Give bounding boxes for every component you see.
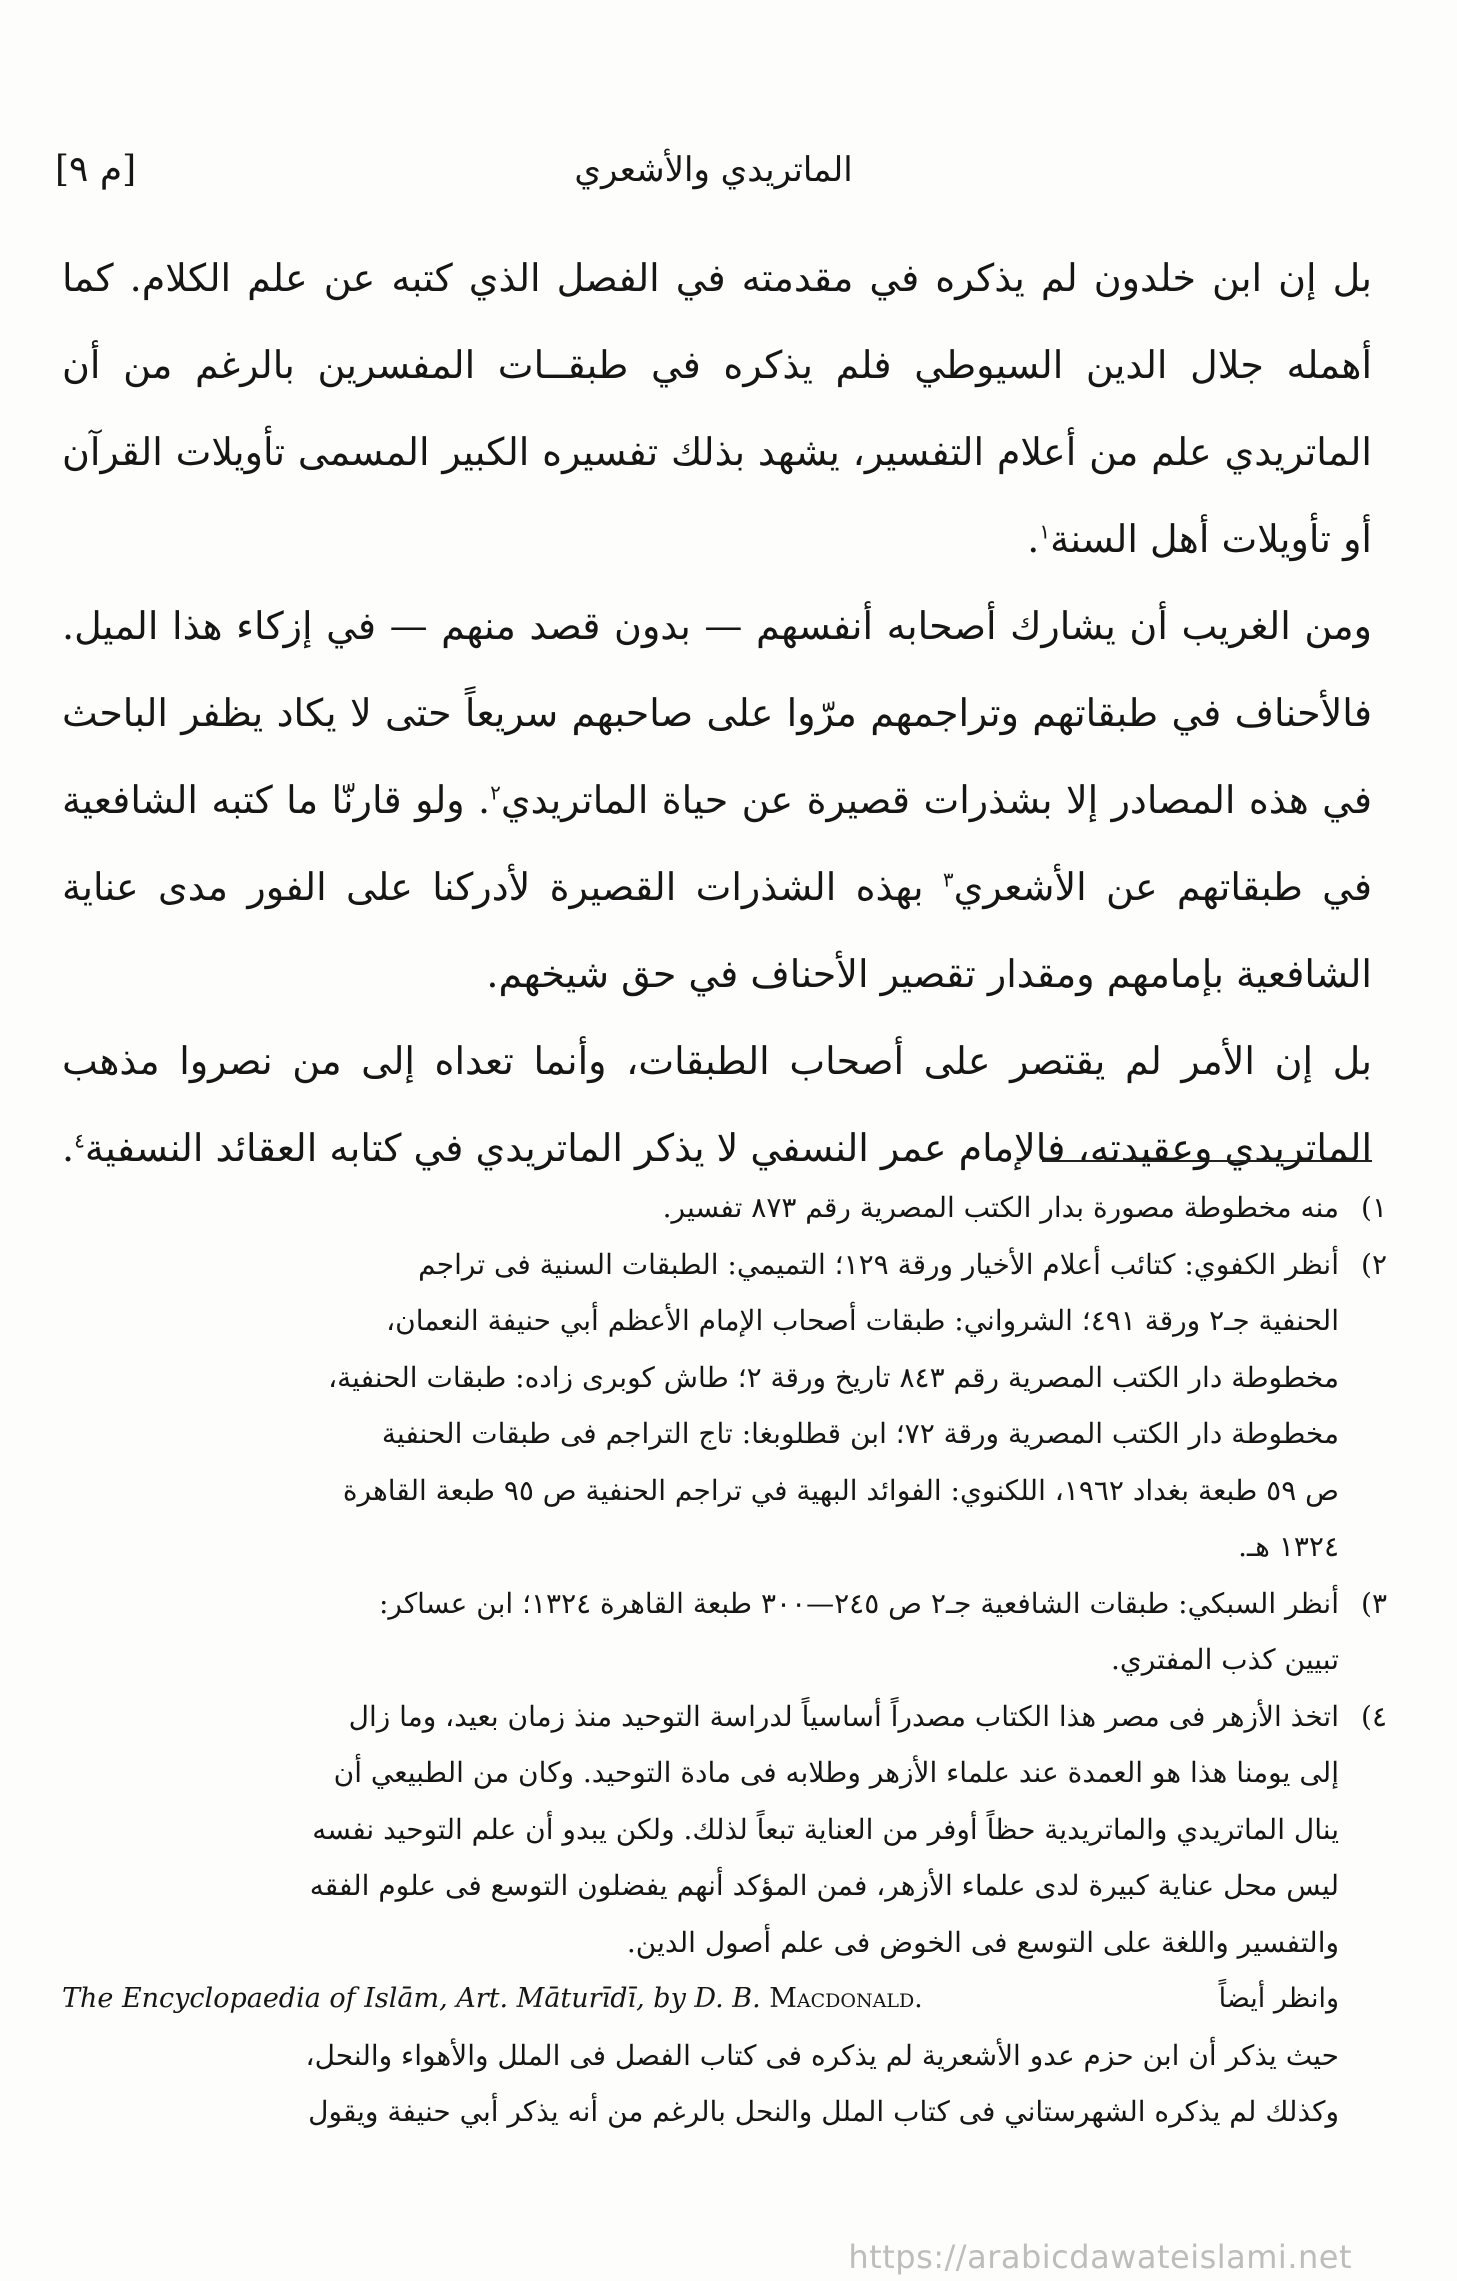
page-header [55, 140, 1372, 200]
paragraph-2-text-a: ومن الغريب أن يشارك أصحابه أنفسهم — بدون قصد منهم — في إزكاء هذا الميل. فالأحناف في طبقاتهم وتراجمهم مرّوا على صاحبهم سريعاً حتى لا يكاد يظفر الباحث في هذه المصادر إلا بشذرات قصيرة عن حياة الماتريدي [62, 604, 1373, 822]
footnote-line: ص ٥٩ طبعة بغداد ١٩٦٢، اللكنوي: الفوائد البهية في تراجم الحنفية ص ٩٥ طبعة القاهرة [342, 1473, 1339, 1507]
footnote-line: إلى يومنا هذا هو العمدة عند علماء الأزهر وطلابه فى مادة التوحيد. وكان من الطبيعي أن [333, 1756, 1339, 1789]
page-marker: [م ٩] [55, 149, 137, 190]
footnote-ref-4: ٤ [74, 1128, 85, 1153]
footnote-text [62, 1576, 1339, 1689]
footnote-line: والتفسير واللغة على التوسع فى الخوض فى علم أصول الدين. [626, 1925, 1339, 1959]
footnote-line: تبيين كذب المفتري. [1110, 1643, 1339, 1676]
footnote-number: ٣) [1361, 1586, 1387, 1620]
footnote-4 [62, 1689, 1387, 2141]
footnote-line: حيث يذكر أن ابن حزم عدو الأشعرية لم يذكره فى كتاب الفصل فى الملل والأهواء والنحل، [305, 2038, 1339, 2072]
footnote-text [62, 1689, 1339, 2141]
paragraph-1-end: . [1027, 517, 1040, 561]
footnote-2 [62, 1237, 1387, 1576]
see-also-label: وانظر أيضاً [1218, 1983, 1339, 2014]
footnote-text [62, 1237, 1339, 1576]
paragraph-2-text-c: بهذه الشذرات القصيرة لأدركنا على الفور مدى عناية الشافعية بإمامهم ومقدار تقصير الأحناف في حق شيخهم. [62, 865, 1372, 996]
watermark-url: https://arabicdawateislami.net [848, 2238, 1352, 2276]
running-title: الماتريدي والأشعري [574, 150, 853, 190]
footnote-text [62, 1180, 1339, 1237]
footnote-1 [62, 1180, 1387, 1237]
footnote-ref-2: ٢ [490, 780, 501, 805]
footnote-number: ١) [1361, 1191, 1387, 1224]
encyclopaedia-citation: The Encyclopaedia of Islām, Art. Māturīdī, by D. B. [62, 1983, 770, 2014]
footnote-line: وكذلك لم يذكره الشهرستاني فى كتاب الملل والنحل بالرغم من أنه يذكر أبي حنيفة ويقول [308, 2095, 1339, 2128]
footnotes [62, 1180, 1387, 2141]
footnote-line: مخطوطة دار الكتب المصرية رقم ٨٤٣ تاريخ ورقة ٢؛ طاش كوبرى زاده: طبقات الحنفية، [328, 1360, 1339, 1394]
main-text [62, 235, 1372, 1192]
footnote-separator [1042, 1160, 1372, 1162]
footnote-line: منه مخطوطة مصورة بدار الكتب المصرية رقم ٨٧٣ تفسير. [662, 1191, 1339, 1224]
footnote-line: ينال الماتريدي والماتريدية حظاً أوفر من العناية تبعاً لذلك. ولكن يبدو أن علم التوحيد نفسه [312, 1812, 1339, 1846]
paragraph-3-text: بل إن الأمر لم يقتصر على أصحاب الطبقات، وأنما تعداه إلى من نصروا مذهب الماتريدي وعقيدته، فالإمام عمر النسفي لا يذكر الماتريدي في كتابه العقائد النسفية [62, 1039, 1372, 1170]
footnote-ref-3: ٣ [942, 867, 954, 892]
paragraph-3 [62, 1018, 1372, 1192]
footnote-3 [62, 1576, 1387, 1689]
paragraph-2-text-b: . ولو قارنّا ما كتبه الشافعية في طبقاتهم عن الأشعري [62, 778, 1372, 909]
footnote-line: مخطوطة دار الكتب المصرية ورقة ٧٢؛ ابن قطلوبغا: تاج التراجم فى طبقات الحنفية [381, 1417, 1339, 1450]
paragraph-1-text: بل إن ابن خلدون لم يذكره في مقدمته في الفصل الذي كتبه عن علم الكلام. كما أهمله جلال الدين السيوطي فلم يذكره في طبقــات المفسرين بالرغم من أن الماتريدي علم من أعلام التفسير، يشهد بذلك تفسيره الكبير المسمى تأويلات القرآن أو تأويلات أهل السنة [62, 256, 1372, 561]
author-name: Macdonald. [769, 1983, 923, 2014]
footnote-line: ١٣٢٤ هـ. [1238, 1530, 1339, 1563]
footnote-line: أنظر الكفوي: كتائب أعلام الأخيار ورقة ١٢٩؛ التميمي: الطبقات السنية فى تراجم [418, 1247, 1339, 1281]
paragraph-1 [62, 235, 1372, 583]
paragraph-2 [62, 583, 1372, 1018]
paragraph-3-end: . [62, 1126, 75, 1170]
footnote-number: ٢) [1361, 1247, 1387, 1281]
footnote-line: اتخذ الأزهر فى مصر هذا الكتاب مصدراً أساسياً لدراسة التوحيد منذ زمان بعيد، وما زال [348, 1699, 1339, 1733]
footnote-line: أنظر السبكي: طبقات الشافعية جـ٢ ص ٢٤٥—٣٠٠ طبعة القاهرة ١٣٢٤؛ ابن عساكر: [378, 1586, 1339, 1620]
footnote-number: ٤) [1361, 1699, 1387, 1733]
encyclopaedia-reference [62, 1971, 1339, 2028]
footnote-line: الحنفية جـ٢ ورقة ٤٩١؛ الشرواني: طبقات أصحاب الإمام الأعظم أبي حنيفة النعمان، [386, 1304, 1339, 1337]
footnote-ref-1: ١ [1039, 519, 1051, 544]
footnote-line: ليس محل عناية كبيرة لدى علماء الأزهر، فمن المؤكد أنهم يفضلون التوسع فى علوم الفقه [309, 1869, 1339, 1902]
